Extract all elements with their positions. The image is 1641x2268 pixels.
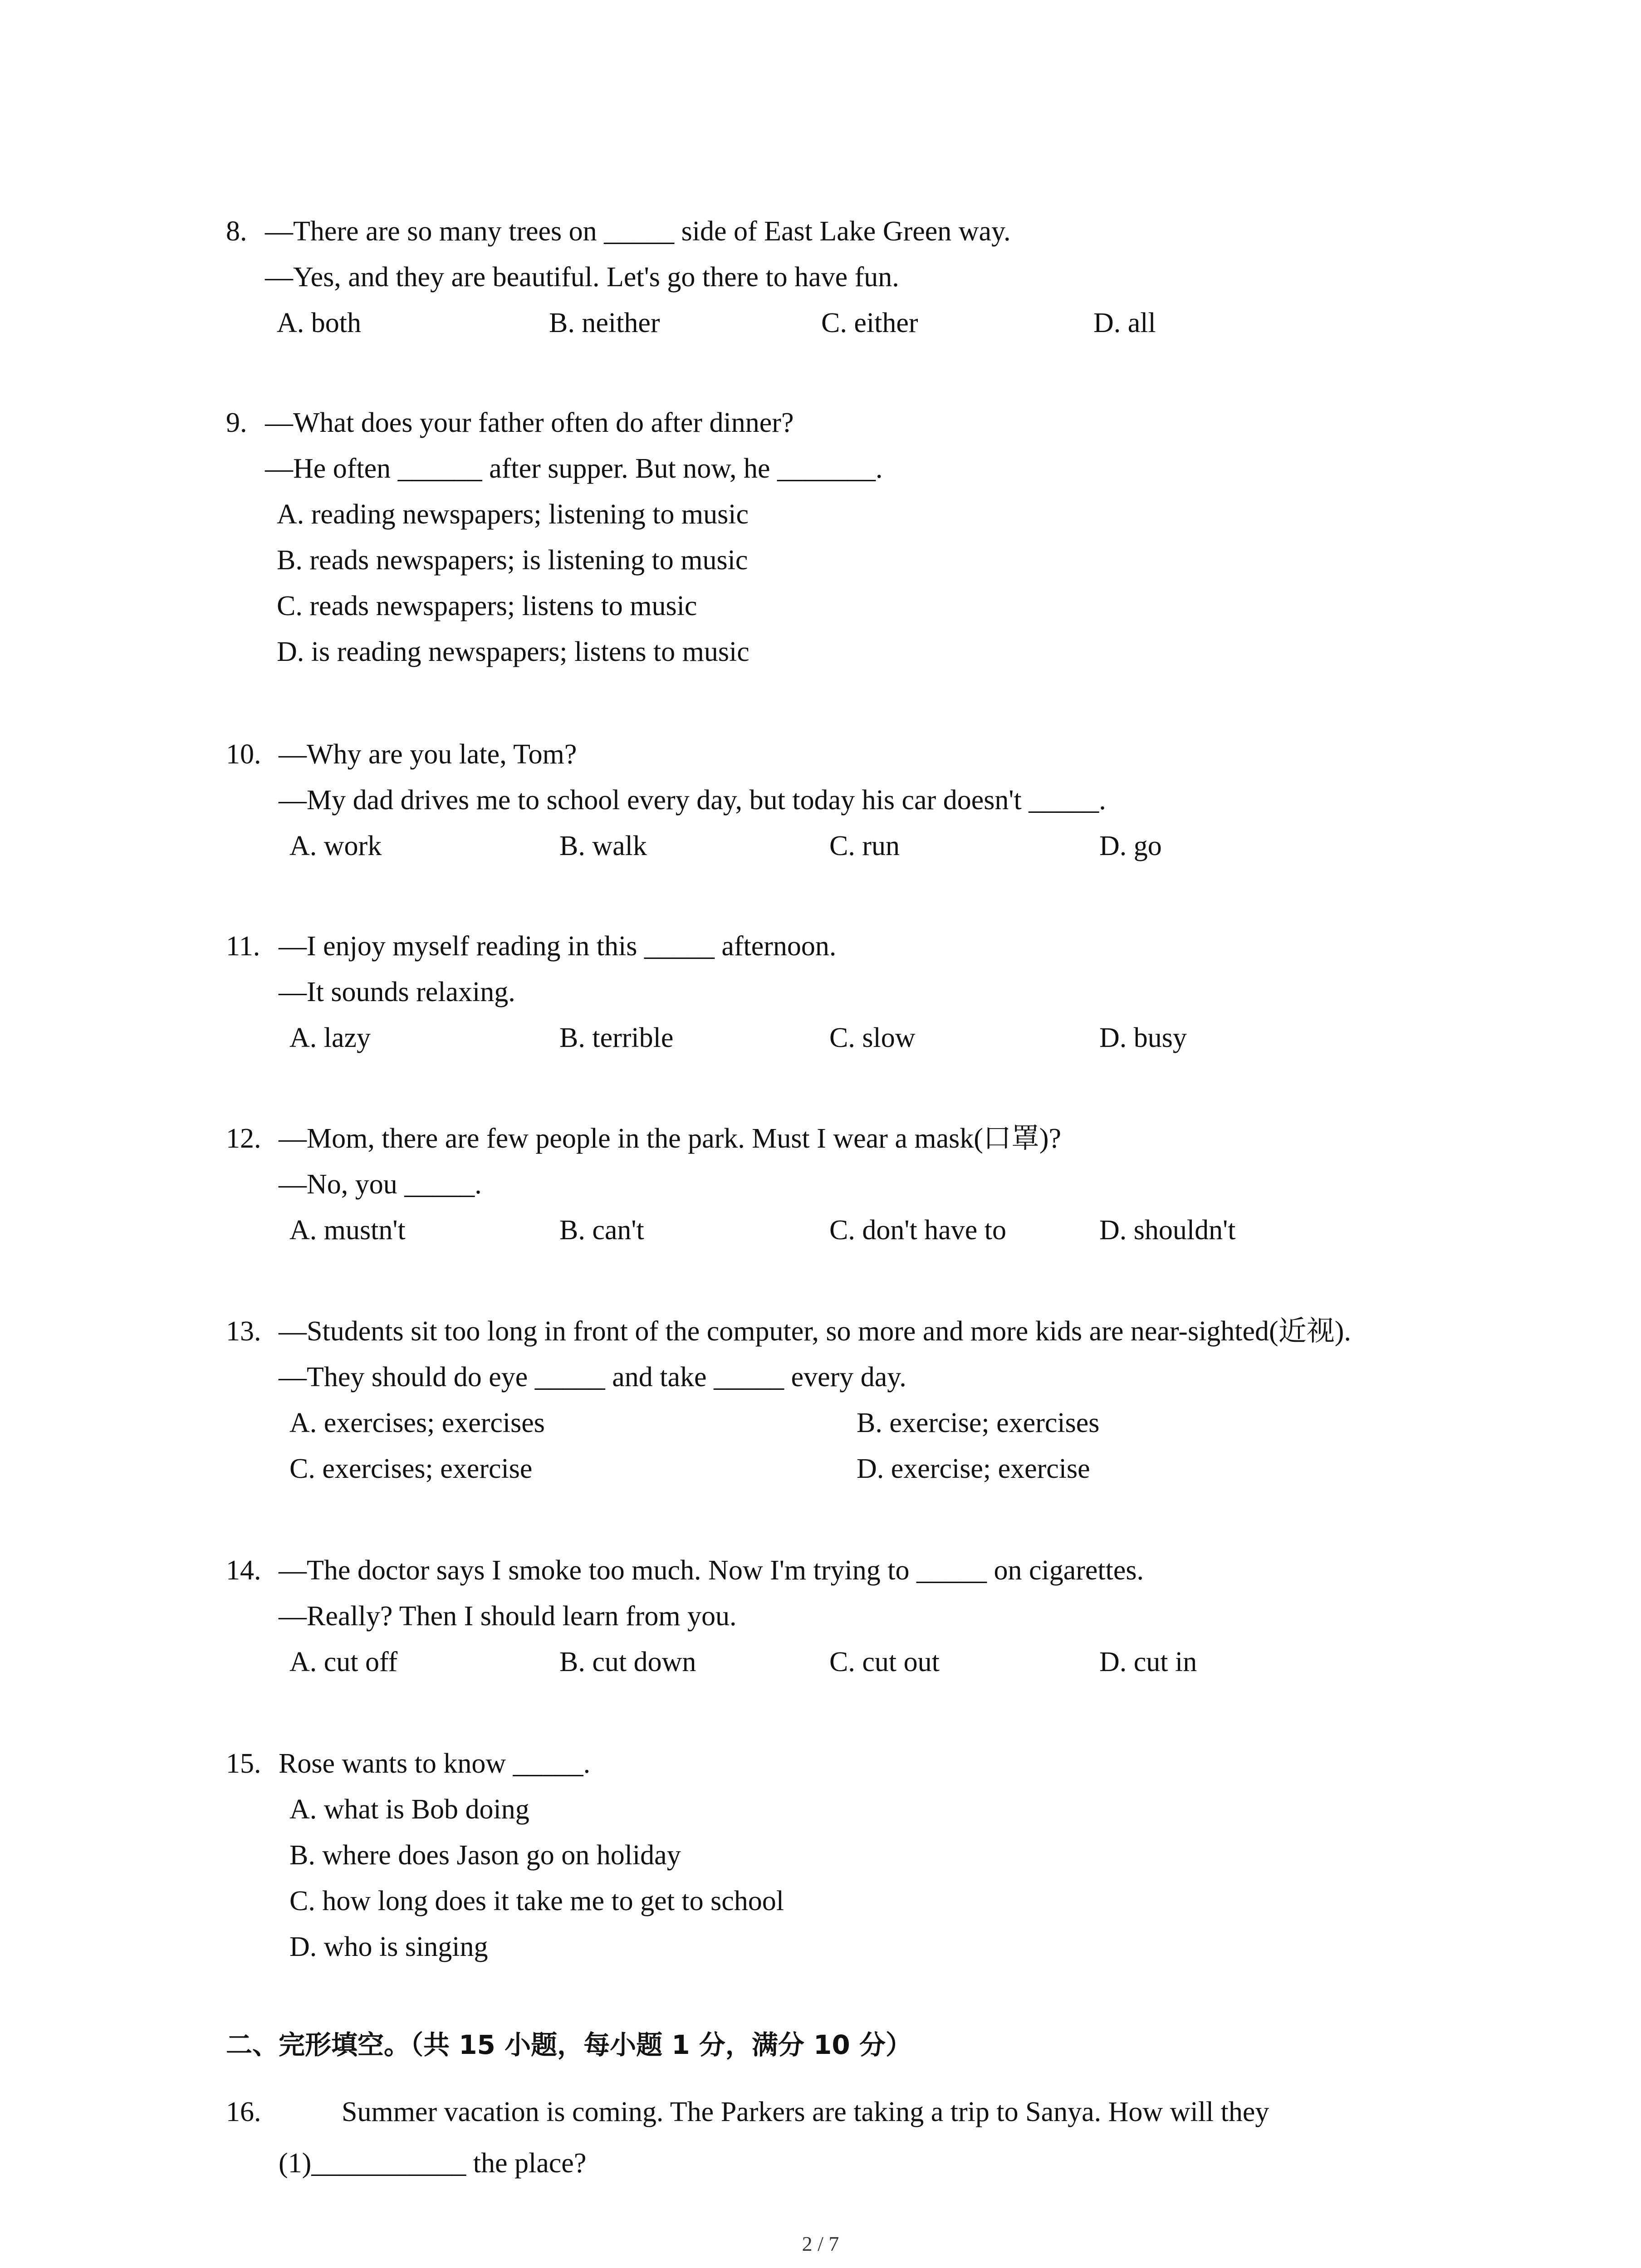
option-c: C. run: [829, 831, 900, 861]
option-c: C. cut out: [829, 1647, 940, 1677]
option-b: B. exercise; exercises: [857, 1408, 1100, 1438]
question-stem-line: —They should do eye _____ and take _____ every day.: [279, 1362, 906, 1393]
question-number: 13.: [226, 1316, 261, 1347]
question-number: 10.: [226, 739, 261, 770]
question-stem-line: —Students sit too long in front of the computer, so more and more kids are near-sighted(近视).: [279, 1316, 1351, 1347]
passage-text: the place?: [466, 2148, 587, 2179]
option-a: A. lazy: [289, 1022, 371, 1053]
question-number: 14.: [226, 1555, 261, 1586]
option-c: C. exercises; exercise: [289, 1453, 533, 1484]
option-b: B. neither: [549, 308, 660, 338]
question-14: [226, 1548, 1578, 1685]
cloze-blank-1: (1)___________: [279, 2148, 466, 2179]
question-number: 8.: [226, 216, 247, 247]
question-stem-line: —The doctor says I smoke too much. Now I'm trying to _____ on cigarettes.: [279, 1555, 1144, 1586]
question-number: 16.: [226, 2097, 261, 2127]
passage-line: Summer vacation is coming. The Parkers are taking a trip to Sanya. How will they: [342, 2097, 1269, 2127]
question-stem-line: —It sounds relaxing.: [279, 977, 515, 1007]
option-b: B. where does Jason go on holiday: [289, 1840, 681, 1871]
option-b: B. terrible: [559, 1022, 674, 1053]
question-stem-line: —There are so many trees on _____ side of East Lake Green way.: [265, 216, 1011, 247]
question-stem-line: —What does your father often do after dinner?: [265, 407, 794, 438]
option-d: D. all: [1093, 308, 1156, 338]
option-d: D. exercise; exercise: [857, 1453, 1090, 1484]
option-a: A. mustn't: [289, 1215, 406, 1246]
option-c: C. how long does it take me to get to school: [289, 1886, 784, 1916]
option-c: C. either: [821, 308, 918, 338]
question-number: 11.: [226, 931, 260, 962]
option-b: B. can't: [559, 1215, 644, 1246]
question-number: 12.: [226, 1123, 261, 1154]
page-number: 2 / 7: [802, 2232, 839, 2255]
option-a: A. work: [289, 831, 382, 861]
question-15: [226, 1741, 1578, 1970]
question-12: [226, 1116, 1578, 1253]
section-heading: 二、完形填空。（共 15 小题，每小题 1 分，满分 10 分）: [226, 2029, 912, 2060]
option-b: B. cut down: [559, 1647, 696, 1677]
question-number: 9.: [226, 407, 247, 438]
question-stem-line: —Yes, and they are beautiful. Let's go there to have fun.: [265, 262, 899, 293]
question-8: [226, 209, 1578, 346]
option-d: D. cut in: [1099, 1647, 1197, 1677]
question-9: [226, 400, 1578, 675]
question-stem-line: —Mom, there are few people in the park. Must I wear a mask(口罩)?: [279, 1123, 1062, 1154]
option-d: D. who is singing: [289, 1931, 488, 1962]
question-stem-line: Rose wants to know _____.: [279, 1748, 591, 1779]
question-number: 15.: [226, 1748, 261, 1779]
question-11: [226, 924, 1578, 1061]
option-d: D. is reading newspapers; listens to music: [277, 636, 749, 667]
cloze-passage: [226, 2087, 1578, 2189]
question-stem-line: —Really? Then I should learn from you.: [279, 1601, 737, 1632]
option-a: A. exercises; exercises: [289, 1408, 545, 1438]
option-b: B. walk: [559, 831, 647, 861]
question-stem-line: —No, you _____.: [279, 1169, 482, 1200]
question-stem-line: —My dad drives me to school every day, but today his car doesn't _____.: [279, 785, 1106, 816]
option-a: A. cut off: [289, 1647, 398, 1677]
option-a: A. reading newspapers; listening to music: [277, 499, 749, 530]
option-d: D. go: [1099, 831, 1162, 861]
question-stem-line: —He often ______ after supper. But now, he _______.: [265, 453, 883, 484]
question-13: [226, 1309, 1578, 1492]
option-c: C. don't have to: [829, 1215, 1007, 1246]
question-10: [226, 732, 1578, 869]
option-c: C. slow: [829, 1022, 916, 1053]
passage-line-2: [279, 2138, 586, 2189]
option-a: A. what is Bob doing: [289, 1794, 529, 1825]
option-d: D. shouldn't: [1099, 1215, 1236, 1246]
option-b: B. reads newspapers; is listening to music: [277, 545, 748, 576]
option-d: D. busy: [1099, 1022, 1187, 1053]
question-stem-line: —I enjoy myself reading in this _____ afternoon.: [279, 931, 837, 962]
option-a: A. both: [277, 308, 361, 338]
option-c: C. reads newspapers; listens to music: [277, 591, 697, 621]
question-stem-line: —Why are you late, Tom?: [279, 739, 577, 770]
